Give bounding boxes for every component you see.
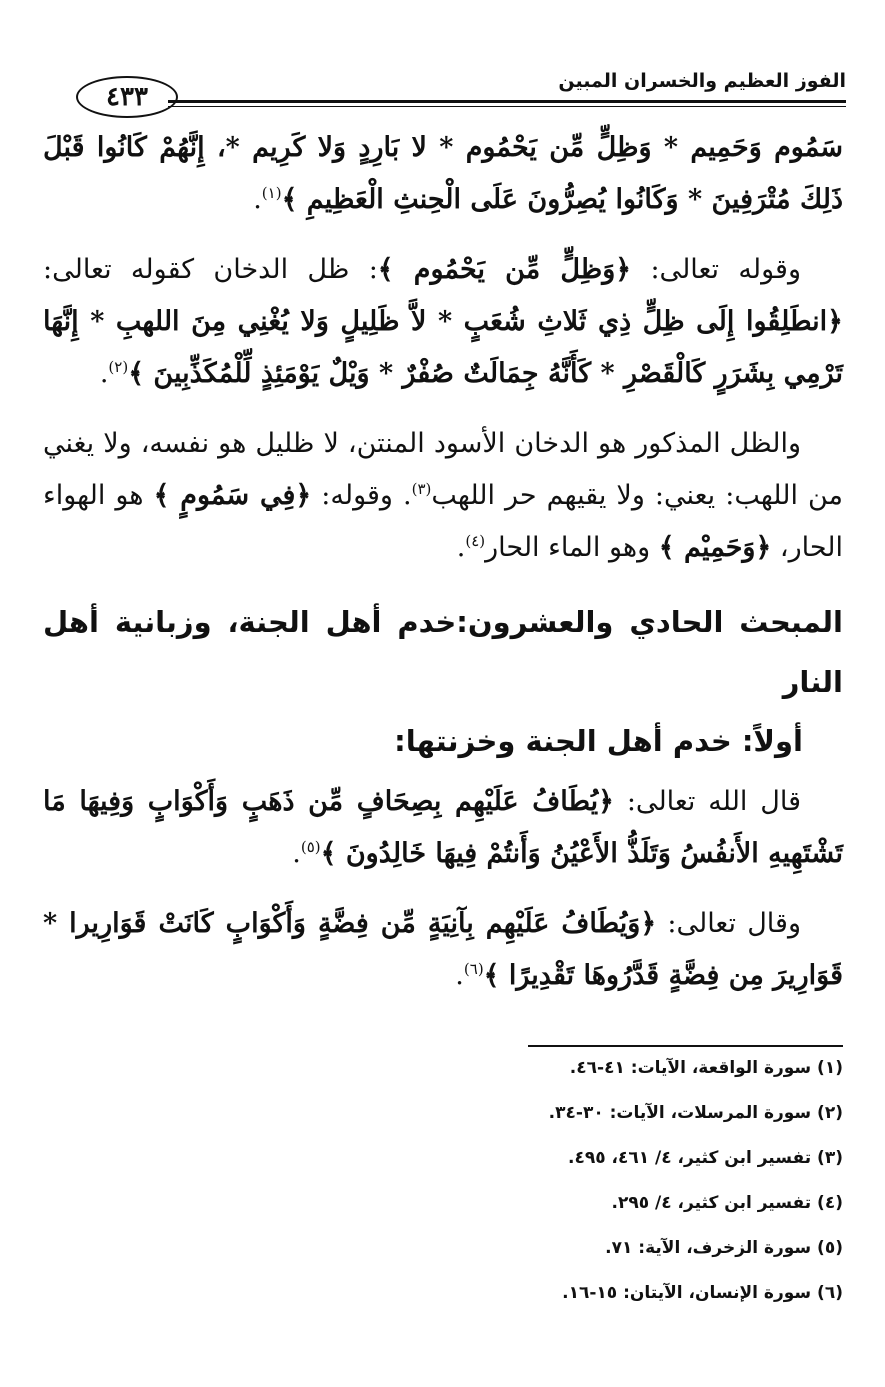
footnote-item: (٥) سورة الزخرف، الآية: ٧١. xyxy=(605,1238,843,1258)
page-header xyxy=(76,68,846,124)
footnote-marker: (٤) xyxy=(465,532,486,550)
footnote-marker: (٢) xyxy=(108,358,129,376)
section-heading: المبحث الحادي والعشرون:خدم أهل الجنة، وزبانية أهل النار xyxy=(43,605,843,699)
page-number: ٤٣٣ xyxy=(76,76,178,118)
paragraph xyxy=(43,122,843,226)
quran-verse: ﴿وَحَمِيْم ﴾ xyxy=(658,532,772,563)
paragraph xyxy=(43,244,843,400)
paragraph-text: وقال تعالى: xyxy=(656,908,801,939)
quran-verse: ﴿يُطَافُ عَلَيْهِم بِصِحَافٍ مِّن ذَهَبٍ وَأَكْوَابٍ وَفِيهَا مَا تَشْتَهِيهِ الأَنفُسُ وَتَلَذُّ الأَعْيُنُ وَأَنتُمْ فِيهَا خَالِدُونَ ﴾ xyxy=(43,786,843,869)
paragraph-text: . وقوله: xyxy=(311,480,412,511)
footnote-item: (٢) سورة المرسلات، الآيات: ٣٠-٣٤. xyxy=(548,1103,843,1123)
quran-verse: ﴿وَيُطَافُ عَلَيْهِم بِآنِيَةٍ مِّن فِضَّةٍ وَأَكْوَابٍ كَانَتْ قَوَارِيرا * قَوَارِيرَ مِن فِضَّةٍ قَدَّرُوهَا تَقْدِيرًا ﴾ xyxy=(43,908,843,991)
paragraph-text: . xyxy=(292,838,301,869)
paragraph xyxy=(43,898,843,1002)
footnote-item: (٦) سورة الإنسان، الآيتان: ١٥-١٦. xyxy=(562,1283,843,1303)
footnote-marker: (٥) xyxy=(300,838,321,856)
paragraph-group-1 xyxy=(43,122,843,574)
footnote-marker: (٦) xyxy=(463,960,484,978)
footnote-separator xyxy=(528,1045,843,1047)
paragraph-text: . xyxy=(456,532,466,563)
paragraph-text: وقوله تعالى: xyxy=(631,254,801,285)
header-rule xyxy=(168,100,846,107)
footnote-item: (٣) تفسير ابن كثير، ٤/ ٤٦١، ٤٩٥. xyxy=(567,1148,843,1168)
quran-verse: ﴿وَظِلٍّ مِّن يَحْمُوم ﴾ xyxy=(377,254,632,285)
paragraph-text: هو الهواء الحار، xyxy=(43,480,843,563)
paragraph-text: وهو الماء الحار xyxy=(485,532,659,563)
paragraph-text: : ظل الدخان كقوله تعالى: xyxy=(43,254,378,285)
paragraph-group-2 xyxy=(43,776,843,1002)
paragraph-text: . xyxy=(253,184,262,215)
main-text xyxy=(43,122,843,1020)
paragraph xyxy=(43,776,843,880)
footnote-item: (١) سورة الواقعة، الآيات: ٤١-٤٦. xyxy=(569,1058,843,1078)
footnote-marker: (١) xyxy=(261,184,282,202)
quran-verse: سَمُوم وَحَمِيم * وَظِلٍّ مِّن يَحْمُوم * لا بَارِدٍ وَلا كَرِيم *، إِنَّهُمْ كَانُوا قَبْلَ ذَلِكَ مُتْرَفِينَ * وَكَانُوا يُصِرُّونَ عَلَى الْحِنثِ الْعَظِيمِ ﴾ xyxy=(43,132,843,215)
paragraph-text: قال الله تعالى: xyxy=(614,786,802,817)
paragraph xyxy=(43,418,843,574)
section-subheading: أولاً: خدم أهل الجنة وخزنتها: xyxy=(394,724,803,758)
paragraph-text: والظل المذكور هو الدخان الأسود المنتن، لا ظليل هو نفسه، ولا يغني من اللهب: يعني: ولا يقيهم حر اللهب xyxy=(43,428,843,511)
footnotes-list xyxy=(343,1052,843,1322)
paragraph-text: . xyxy=(455,960,464,991)
paragraph-text: . xyxy=(99,358,109,389)
quran-verse: ﴿انطَلِقُوا إِلَى ظِلٍّ ذِي ثَلاثِ شُعَبٍ * لاَّ ظَلِيلٍ وَلا يُغْنِي مِنَ اللهبِ * إِنَّهَا تَرْمِي بِشَرَرٍ كَالْقَصْرِ * كَأَنَّهُ جِمَالَتٌ صُفْرٌ * وَيْلٌ يَوْمَئِذٍ لِّلْمُكَذِّبِينَ ﴾ xyxy=(43,306,843,389)
running-title: الفوز العظيم والخسران المبين xyxy=(558,70,846,92)
footnote-item: (٤) تفسير ابن كثير، ٤/ ٢٩٥. xyxy=(611,1193,843,1213)
quran-verse: ﴿فِي سَمُومٍ ﴾ xyxy=(153,480,312,511)
footnote-marker: (٣) xyxy=(411,480,432,498)
